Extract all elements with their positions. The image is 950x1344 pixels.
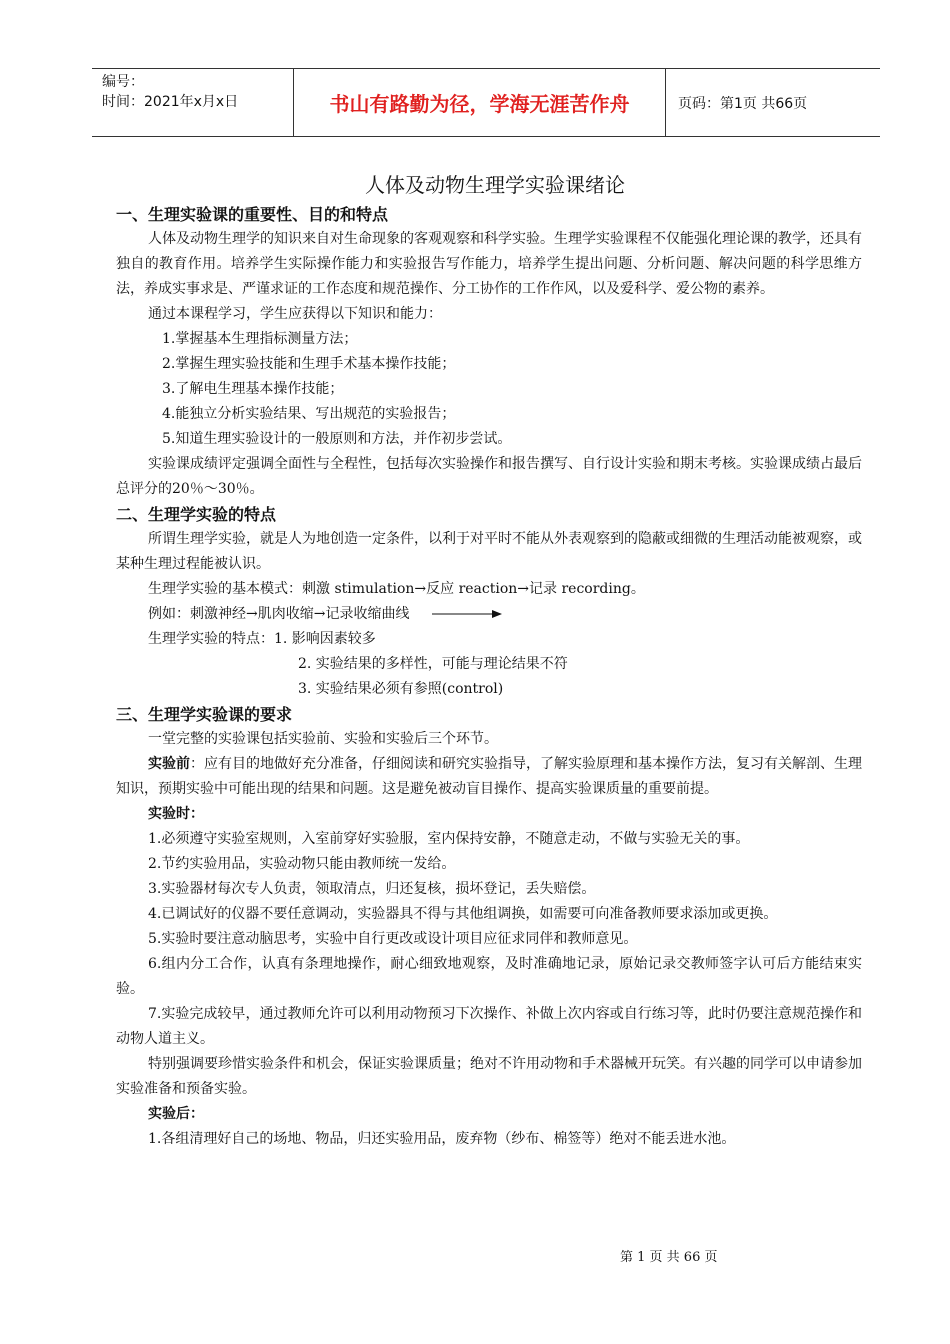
header-time-label: 时间：2021年x月x日	[102, 94, 239, 110]
list-item: 4.能独立分析实验结果、写出规范的实验报告；	[162, 406, 456, 422]
section-1-paragraph-3: 实验课成绩评定强调全面性与全程性，包括每次实验操作和报告撰写、自行设计实验和期末考核。实验课成绩占最后总评分的20％～30％。	[116, 456, 862, 497]
section-3-special-note: 特别强调要珍惜实验条件和机会，保证实验课质量；绝对不许用动物和手术器械开玩笑。有兴趣的同学可以申请参加实验准备和预备实验。	[116, 1056, 862, 1097]
header-motto: 书山有路勤为径，学海无涯苦作舟	[293, 69, 666, 136]
section-3-paragraph-1: 一堂完整的实验课包括实验前、实验和实验后三个环节。	[148, 731, 498, 747]
list-item: 7.实验完成较早，通过教师允许可以利用动物预习下次操作、补做上次内容或自行练习等，此时仍要注意规范操作和动物人道主义。	[116, 1006, 862, 1047]
document-header	[92, 68, 880, 137]
header-page-label: 页码：第1页 共66页	[678, 95, 808, 112]
section-1-paragraph-2: 通过本课程学习，学生应获得以下知识和能力：	[148, 306, 442, 322]
section-2-feature-3: 3. 实验结果必须有参照(control)	[298, 681, 504, 697]
section-2-feature-2: 2. 实验结果的多样性，可能与理论结果不符	[298, 656, 568, 672]
page-footer: 第 1 页 共 66 页	[620, 1250, 718, 1265]
list-item: 5.知道生理实验设计的一般原则和方法，并作初步尝试。	[162, 431, 512, 447]
section-2-features: 生理学实验的特点：1. 影响因素较多	[148, 631, 376, 647]
during-label: 实验时：	[148, 806, 204, 822]
section-3-heading: 三、生理学实验课的要求	[116, 705, 293, 724]
list-item: 4.已调试好的仪器不要任意调动，实验器具不得与其他组调换，如需要可向准备教师要求添加或更换。	[148, 906, 778, 922]
list-item: 1.各组清理好自己的场地、物品，归还实验用品，废弃物（纱布、棉签等）绝对不能丢进水池。	[148, 1131, 736, 1147]
list-item: 6.组内分工合作，认真有条理地操作，耐心细致地观察，及时准确地记录，原始记录交教师签字认可后方能结束实验。	[116, 956, 862, 997]
header-number-label: 编号：	[102, 74, 144, 90]
section-2-basic-mode: 生理学实验的基本模式：刺激 stimulation→反应 reaction→记录 recording。	[148, 581, 645, 597]
arrow-right-icon	[432, 609, 502, 619]
list-item: 1.必须遵守实验室规则，入室前穿好实验服，室内保持安静，不随意走动，不做与实验无关的事。	[148, 831, 750, 847]
after-label: 实验后：	[148, 1106, 204, 1122]
section-2-example	[148, 602, 862, 627]
document-title: 人体及动物生理学实验课绪论	[365, 173, 625, 197]
section-2-example-text: 例如：刺激神经→肌肉收缩→记录收缩曲线	[148, 606, 410, 622]
section-1-heading: 一、生理实验课的重要性、目的和特点	[116, 205, 389, 224]
document-body	[112, 168, 862, 1152]
list-item: 2.节约实验用品，实验动物只能由教师统一发给。	[148, 856, 456, 872]
section-3-before	[116, 752, 862, 802]
list-item: 3.实验器材每次专人负责，领取清点，归还复核，损坏登记，丢失赔偿。	[148, 881, 596, 897]
section-2-paragraph-1: 所谓生理学实验，就是人为地创造一定条件，以利于对平时不能从外表观察到的隐蔽或细微的生理活动能被观察，或某种生理过程能被认识。	[116, 531, 862, 572]
list-item: 1.掌握基本生理指标测量方法；	[162, 331, 358, 347]
header-meta-cell	[92, 69, 293, 136]
section-1-paragraph-1: 人体及动物生理学的知识来自对生命现象的客观观察和科学实验。生理学实验课程不仅能强化理论课的教学，还具有独自的教育作用。培养学生实际操作能力和实验报告写作能力，培养学生提出问题、分析问题、解决问题的科学思维方法，养成实事求是、严谨求证的工作态度和规范操作、分工协作的工作作风，以及爱科学、爱公物的素养。	[116, 231, 862, 297]
list-item: 3.了解电生理基本操作技能；	[162, 381, 344, 397]
list-item: 2.掌握生理实验技能和生理手术基本操作技能；	[162, 356, 456, 372]
before-label: 实验前	[148, 756, 190, 772]
before-text: ：应有目的地做好充分准备，仔细阅读和研究实验指导，了解实验原理和基本操作方法，复习有关解剖、生理知识，预期实验中可能出现的结果和问题。这是避免被动盲目操作、提高实验课质量的重要前提。	[116, 756, 862, 797]
list-item: 5.实验时要注意动脑思考，实验中自行更改或设计项目应征求同伴和教师意见。	[148, 931, 638, 947]
section-2-heading: 二、生理学实验的特点	[116, 505, 277, 524]
